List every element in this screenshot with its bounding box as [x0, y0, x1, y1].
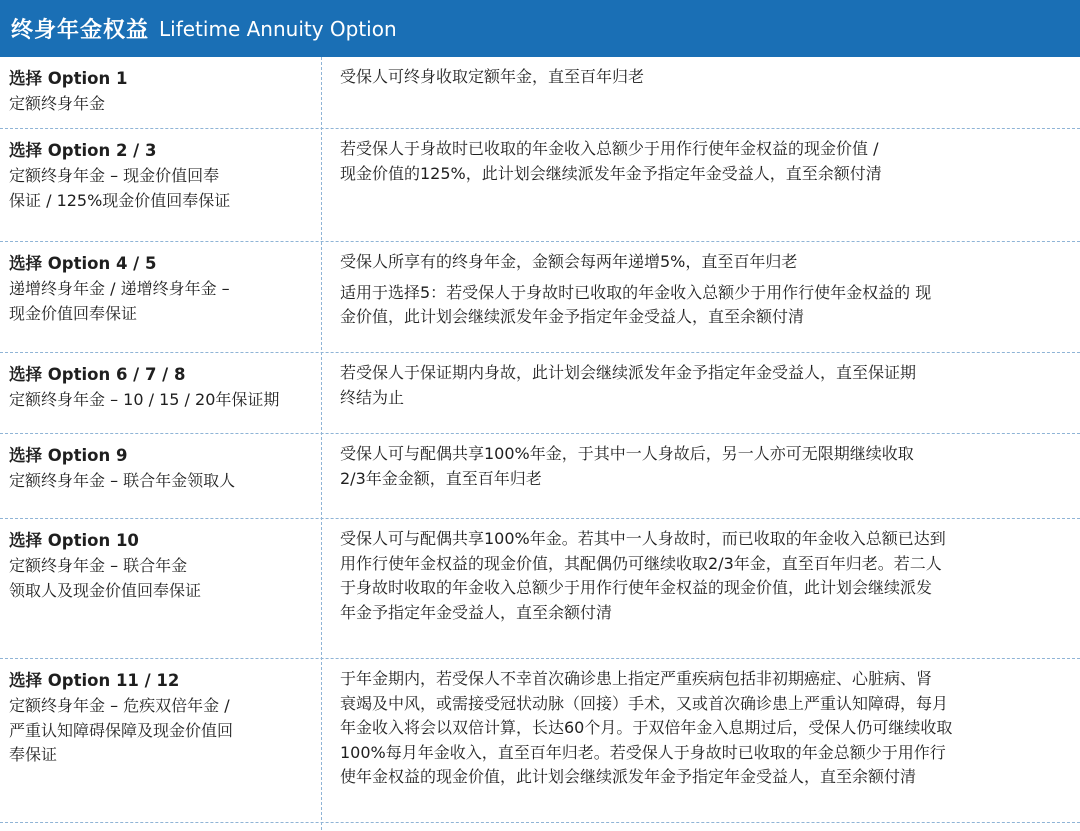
option-cell: [9, 668, 314, 768]
option-description: 定额终身年金 – 联合年金领取人: [9, 471, 236, 490]
option-label: 选择 Option 10: [9, 531, 139, 550]
benefit-cell: [340, 527, 1070, 625]
page-title-en: Lifetime Annuity Option: [159, 16, 397, 41]
benefit-text: 受保人可与配偶共享100%年金。若其中一人身故时，而已收取的年金收入总额已达到 用作行使年金权益的现金价值，其配偶仍可继续收取2/3年金，直至百年归老。若二人 于身故时收取的年金收入总额少于用作行使年金权益的现金价值，此计划会继续派发 年金予指定年金受益人，直至余额付清: [340, 529, 946, 622]
option-label: 选择 Option 11 / 12: [9, 671, 180, 690]
option-description: 递增终身年金 / 递增终身年金 – 现金价值回奉保证: [9, 279, 230, 323]
option-cell: [9, 251, 314, 326]
table-row: [0, 242, 1080, 353]
options-table: [0, 57, 1080, 823]
benefit-text: 于年金期内，若受保人不幸首次确诊患上指定严重疾病包括非初期癌症、心脏病、肾 衰竭及中风，或需接受冠状动脉（回接）手术，又或首次确诊患上严重认知障碍，每月 年金收入将会以双倍计算，长达60个月。于双倍年金入息期过后，受保人仍可继续收取 100%每月年金收入，直至百年归老。若受保人于身故时已收取的年金总额少于用作行 使年金权益的现金价值，此计划会继续派发年金予指定年金受益人，直至余额付清: [340, 669, 953, 786]
benefit-cell: [340, 65, 1070, 90]
table-row: [0, 129, 1080, 242]
benefit-text: 若受保人于身故时已收取的年金收入总额少于用作行使年金权益的现金价值 / 现金价值的125%，此计划会继续派发年金予指定年金受益人，直至余额付清: [340, 139, 882, 183]
benefit-cell: [340, 137, 1070, 186]
option-label: 选择 Option 4 / 5: [9, 254, 157, 273]
benefit-cell: [340, 667, 1070, 790]
option-label: 选择 Option 9: [9, 446, 128, 465]
option-cell: [9, 443, 314, 494]
benefit-cell: [340, 250, 1070, 330]
option-cell: [9, 138, 314, 213]
benefit-cell: [340, 442, 1070, 491]
option-label: 选择 Option 2 / 3: [9, 141, 157, 160]
option-description: 定额终身年金 – 危疾双倍年金 / 严重认知障碍保障及现金价值回 奉保证: [9, 696, 234, 764]
page-title-cn: 终身年金权益: [11, 18, 150, 43]
column-divider: [321, 57, 322, 830]
benefit-text: 受保人可终身收取定额年金，直至百年归老: [340, 67, 645, 86]
option-cell: [9, 528, 314, 603]
benefit-text: 受保人可与配偶共享100%年金，于其中一人身故后，另一人亦可无限期继续收取 2/3年金金额，直至百年归老: [340, 444, 914, 488]
option-label: 选择 Option 6 / 7 / 8: [9, 365, 186, 384]
table-row: [0, 434, 1080, 519]
table-row: [0, 519, 1080, 659]
header-bar: [0, 0, 1080, 57]
option-description: 定额终身年金: [9, 94, 106, 113]
table-row: [0, 57, 1080, 129]
option-description: 定额终身年金 – 联合年金 领取人及现金价值回奉保证: [9, 556, 202, 600]
table-row: [0, 659, 1080, 823]
table-row: [0, 353, 1080, 434]
option-cell: [9, 66, 314, 117]
benefit-text: 适用于选择5：若受保人于身故时已收取的年金收入总额少于用作行使年金权益的 现 金价值，此计划会继续派发年金予指定年金受益人，直至余额付清: [340, 282, 932, 326]
benefit-text: 若受保人于保证期内身故，此计划会继续派发年金予指定年金受益人，直至保证期 终结为止: [340, 363, 917, 407]
benefit-text: 受保人所享有的终身年金，金额会每两年递增5%，直至百年归老: [340, 252, 798, 271]
benefit-cell: [340, 361, 1070, 410]
option-cell: [9, 362, 314, 413]
option-description: 定额终身年金 – 10 / 15 / 20年保证期: [9, 390, 280, 409]
option-description: 定额终身年金 – 现金价值回奉 保证 / 125%现金价值回奉保证: [9, 166, 231, 210]
option-label: 选择 Option 1: [9, 69, 128, 88]
